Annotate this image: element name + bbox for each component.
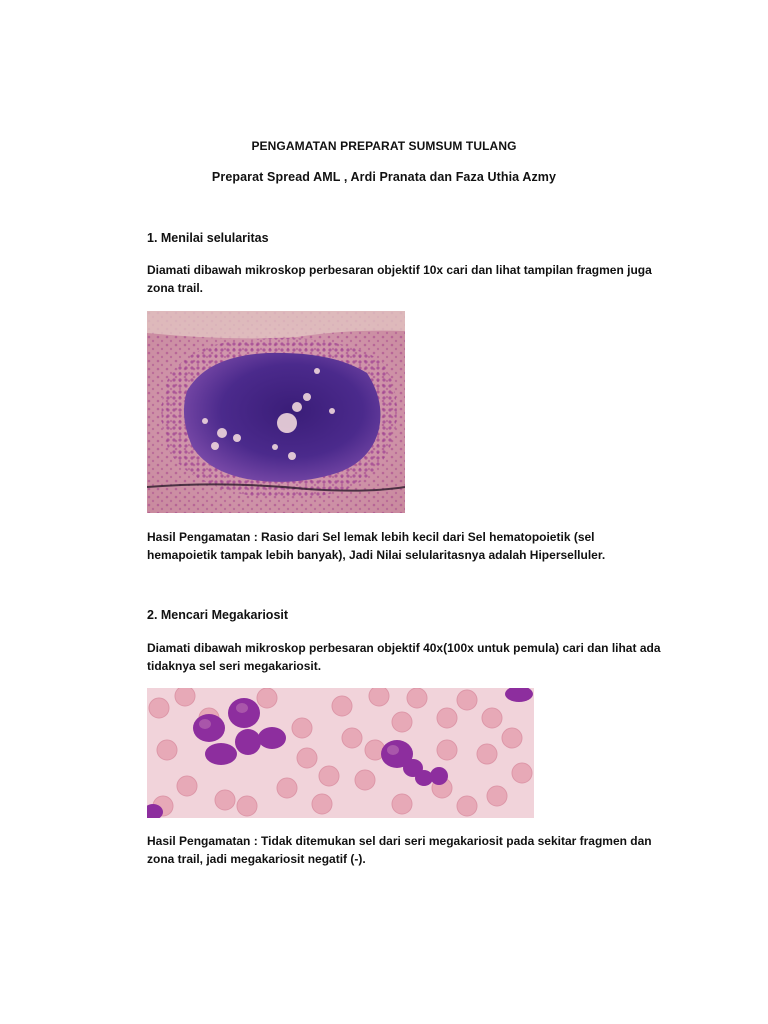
bone-marrow-fragment-image [147, 311, 405, 513]
fragment-micrograph-svg [147, 311, 405, 513]
section-2-heading: 2. Mencari Megakariosit [147, 608, 289, 622]
blood-cells-image [147, 688, 534, 818]
section-1-heading: 1. Menilai selularitas [147, 231, 269, 245]
section-1-result: Hasil Pengamatan : Rasio dari Sel lemak lebih kecil dari Sel hematopoietik (sel hemapoietik tampak lebih banyak), Jadi Nilai selularitasnya adalah Hiperselluler. [147, 530, 606, 562]
section-2-result: Hasil Pengamatan : Tidak ditemukan sel dari seri megakariosit pada sekitar fragmen dan zona trail, jadi megakariosit negatif (-). [147, 834, 652, 866]
document-subtitle: Preparat Spread AML , Ardi Pranata dan Faza Uthia Azmy [211, 170, 557, 184]
section-1-instruction: Diamati dibawah mikroskop perbesaran objektif 10x cari dan lihat tampilan fragmen juga zona trail. [147, 263, 652, 295]
section-2-instruction: Diamati dibawah mikroskop perbesaran objektif 40x(100x untuk pemula) cari dan lihat ada tidaknya sel seri megakariosit. [147, 641, 661, 673]
document-title: PENGAMATAN PREPARAT SUMSUM TULANG [251, 139, 517, 153]
cells-micrograph-svg [147, 688, 534, 818]
